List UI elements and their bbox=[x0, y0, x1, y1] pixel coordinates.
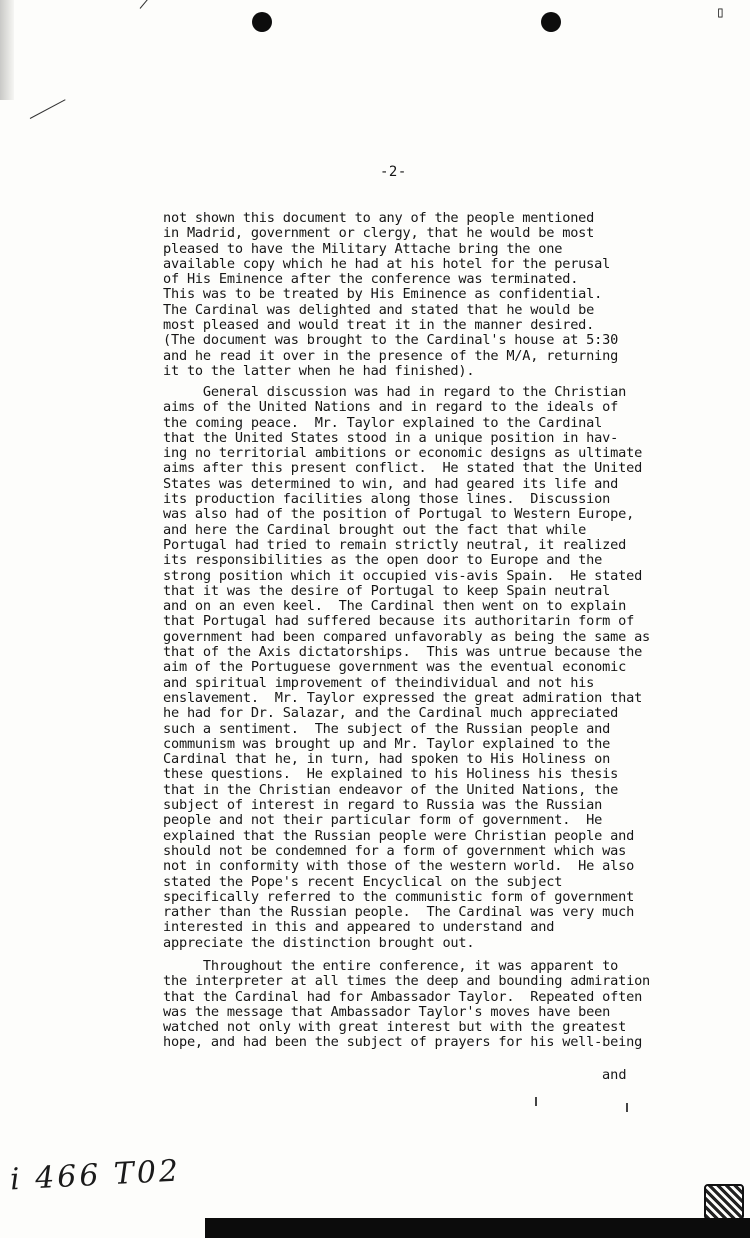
text-line: interested in this and appeared to understand and bbox=[163, 919, 555, 936]
text-line: hope, and had been the subject of prayers for his well-being bbox=[163, 1034, 643, 1051]
text-line: enslavement. Mr. Taylor expressed the great admiration that bbox=[163, 689, 643, 706]
paragraph-3 bbox=[163, 959, 733, 1051]
text-line: Portugal had tried to remain strictly neutral, it realized bbox=[163, 536, 627, 553]
punch-hole-left bbox=[252, 12, 272, 32]
text-line: rather than the Russian people. The Cardinal was very much bbox=[163, 904, 635, 921]
text-line: in Madrid, government or clergy, that he would be most bbox=[163, 225, 595, 242]
text-line: he had for Dr. Salazar, and the Cardinal much appreciated bbox=[163, 705, 619, 722]
text-line: This was to be treated by His Eminence as confidential. bbox=[163, 286, 603, 303]
text-line: explained that the Russian people were Christian people and bbox=[163, 827, 635, 844]
text-line: aims after this present conflict. He stated that the United bbox=[163, 460, 643, 477]
tick-mark bbox=[626, 1103, 628, 1112]
punch-hole-right bbox=[541, 12, 561, 32]
corner-mark: ▭ bbox=[712, 8, 731, 18]
text-line: such a sentiment. The subject of the Russian people and bbox=[163, 720, 611, 737]
text-line: and on an even keel. The Cardinal then went on to explain bbox=[163, 598, 627, 615]
text-line: the coming peace. Mr. Taylor explained to the Cardinal bbox=[163, 414, 603, 431]
text-line: not shown this document to any of the people mentioned bbox=[163, 210, 595, 226]
text-line: was also had of the position of Portugal to Western Europe, bbox=[163, 506, 635, 523]
text-line: and he read it over in the presence of the M/A, returning bbox=[163, 347, 619, 364]
tick-mark bbox=[535, 1097, 537, 1106]
text-line: specifically referred to the communistic form of government bbox=[163, 888, 635, 905]
text-line: The Cardinal was delighted and stated that he would be bbox=[163, 301, 595, 318]
text-line: and spiritual improvement of theindividual and not his bbox=[163, 674, 595, 691]
page-bottom-edge bbox=[205, 1218, 750, 1238]
text-line: aim of the Portuguese government was the eventual economic bbox=[163, 659, 627, 676]
text-line: its production facilities along those lines. Discussion bbox=[163, 491, 611, 508]
paragraph-1 bbox=[163, 211, 733, 379]
text-line: government had been compared unfavorably as being the same as bbox=[163, 628, 651, 645]
text-line: its responsibilities as the open door to Europe and the bbox=[163, 552, 603, 569]
text-line: that Portugal had suffered because its authoritarin form of bbox=[163, 613, 635, 630]
text-line: that the United States stood in a unique position in hav- bbox=[163, 429, 619, 446]
text-line: that it was the desire of Portugal to keep Spain neutral bbox=[163, 582, 611, 599]
text-line: that the Cardinal had for Ambassador Taylor. Repeated often bbox=[163, 988, 643, 1005]
text-line: pleased to have the Military Attache bring the one bbox=[163, 240, 563, 257]
text-line: people and not their particular form of government. He bbox=[163, 812, 603, 829]
text-line: most pleased and would treat it in the manner desired. bbox=[163, 317, 595, 334]
catchword: and bbox=[602, 1067, 627, 1083]
text-line: of His Eminence after the conference was terminated. bbox=[163, 271, 579, 288]
text-line: that of the Axis dictatorships. This was untrue because the bbox=[163, 644, 643, 661]
text-line: these questions. He explained to his Holiness his thesis bbox=[163, 766, 619, 783]
text-line: should not be condemned for a form of government which was bbox=[163, 842, 627, 859]
handwritten-note: i 466 T02 bbox=[9, 1153, 182, 1198]
text-line: subject of interest in regard to Russia was the Russian bbox=[163, 797, 603, 814]
text-line: Throughout the entire conference, it was apparent to bbox=[163, 958, 619, 974]
text-line: and here the Cardinal brought out the fact that while bbox=[163, 521, 587, 538]
text-line: was the message that Ambassador Taylor's moves have been bbox=[163, 1003, 611, 1020]
paragraph-2 bbox=[163, 385, 733, 951]
page-number: -2- bbox=[380, 164, 407, 180]
text-line: States was determined to win, and had geared its life and bbox=[163, 475, 619, 492]
text-line: it to the latter when he had finished). bbox=[163, 362, 475, 379]
text-line: available copy which he had at his hotel for the perusal bbox=[163, 255, 611, 272]
text-line: ing no territorial ambitions or economic designs as ultimate bbox=[163, 445, 643, 462]
text-line: aims of the United Nations and in regard to the ideals of bbox=[163, 399, 619, 416]
text-line: (The document was brought to the Cardinal's house at 5:30 bbox=[163, 332, 619, 349]
text-line: that in the Christian endeavor of the United Nations, the bbox=[163, 781, 619, 798]
text-line: stated the Pope's recent Encyclical on the subject bbox=[163, 873, 563, 890]
text-line: General discussion was had in regard to the Christian bbox=[163, 384, 627, 400]
text-line: the interpreter at all times the deep and bounding admiration bbox=[163, 973, 651, 990]
text-line: not in conformity with those of the western world. He also bbox=[163, 858, 635, 875]
scratch-mark bbox=[30, 99, 66, 119]
text-line: strong position which it occupied vis-avis Spain. He stated bbox=[163, 567, 643, 584]
text-line: communism was brought up and Mr. Taylor explained to the bbox=[163, 735, 611, 752]
binder-clip-mark bbox=[704, 1184, 744, 1220]
text-line: Cardinal that he, in turn, had spoken to His Holiness on bbox=[163, 751, 611, 768]
text-line: appreciate the distinction brought out. bbox=[163, 934, 475, 951]
scratch-mark bbox=[140, 0, 166, 9]
page-edge-shadow bbox=[0, 0, 14, 100]
text-line: watched not only with great interest but with the greatest bbox=[163, 1019, 627, 1036]
